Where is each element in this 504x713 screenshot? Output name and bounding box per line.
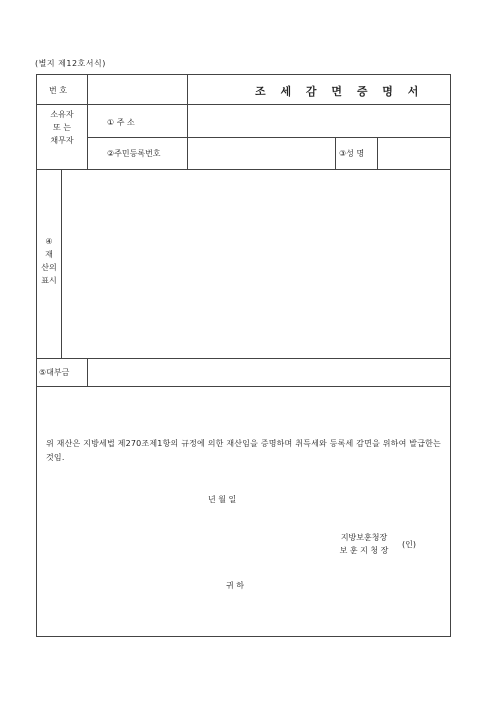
row-divider-header	[37, 104, 450, 105]
owner-label-line2: 또 는	[53, 123, 71, 132]
loan-label: ⑤대부금	[39, 368, 70, 377]
address-label: ① 주 소	[107, 118, 135, 127]
property-label	[37, 235, 61, 287]
issuer-block	[334, 531, 394, 557]
seal-mark: (인)	[402, 540, 416, 549]
document-title: 조 세 감 면 증 명 서	[255, 85, 424, 98]
col-divider-field	[187, 104, 188, 169]
property-label-line3: 표시	[41, 276, 57, 285]
col-divider-property	[61, 169, 62, 358]
col-divider-name-label	[335, 137, 336, 169]
name-label: ③성 명	[339, 149, 365, 158]
col-divider-title	[187, 75, 188, 104]
number-label: 번 호	[49, 86, 67, 95]
property-label-line1: 재	[45, 250, 53, 259]
recipient-line: 귀 하	[226, 581, 244, 590]
issue-date: 년 월 일	[208, 495, 237, 504]
row-divider-property	[37, 358, 450, 359]
property-label-num: ④	[45, 237, 53, 246]
col-divider-name-value	[377, 137, 378, 169]
issuer-line1: 지방보훈청장	[340, 533, 388, 542]
owner-label	[37, 108, 87, 147]
owner-label-line3: 채무자	[50, 136, 74, 145]
row-divider-loan	[37, 386, 450, 387]
id-number-label: ②주민등록번호	[107, 149, 161, 158]
row-divider-owner	[37, 169, 450, 170]
owner-label-line1: 소유자	[50, 110, 74, 119]
form-number-label: (별지 제12호서식)	[35, 59, 106, 68]
row-divider-address	[87, 137, 450, 138]
property-label-line2: 산의	[41, 263, 57, 272]
col-divider-loan	[87, 358, 88, 386]
certification-statement: 위 재산은 지방세법 제270조제1항의 규정에 의한 재산임을 증명하며 취득세와 등록세 감면을 위하여 발급한는 것임.	[46, 439, 441, 462]
col-divider-label	[87, 75, 88, 169]
issuer-line2: 보 훈 지 청 장	[339, 546, 389, 555]
